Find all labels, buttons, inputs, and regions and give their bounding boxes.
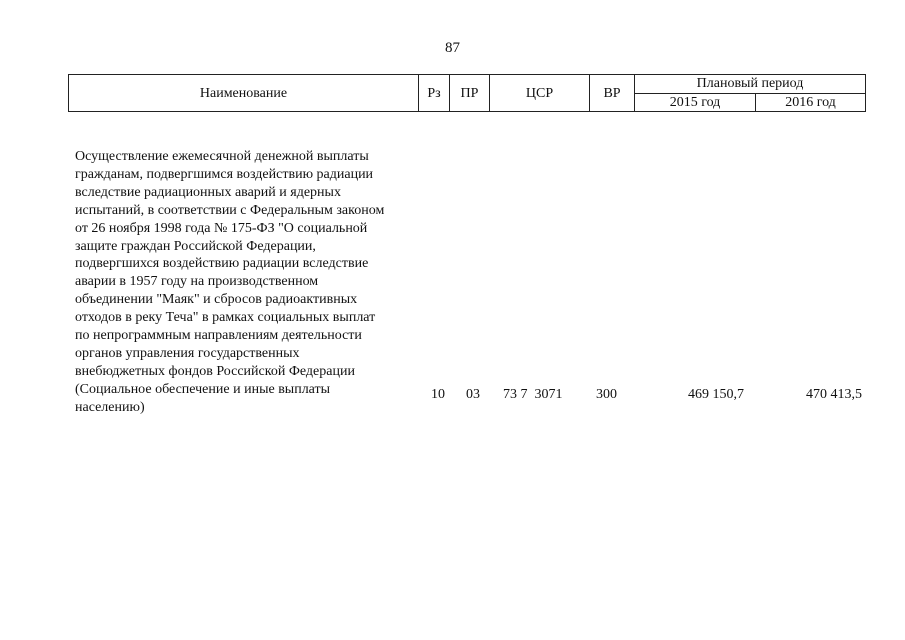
header-year-2015: 2015 год — [635, 94, 756, 112]
row-name-line: вследствие радиационных аварий и ядерных — [75, 184, 341, 200]
row-name-line: по непрограммным направлениям деятельности — [75, 328, 362, 344]
row-amount-2015: 469 150,7 — [688, 387, 744, 402]
row-amount-2016: 470 413,5 — [806, 387, 862, 402]
row-name-line: от 26 ноября 1998 года № 175-ФЗ "О социальной — [75, 220, 368, 236]
row-pr: 03 — [466, 387, 480, 402]
table-header — [68, 74, 866, 112]
header-planned-period: Плановый период — [635, 75, 866, 94]
page-number: 87 — [445, 40, 460, 56]
row-name-line: населению) — [75, 399, 145, 415]
row-name-line: отходов в реку Теча" в рамках социальных выплат — [75, 310, 376, 326]
row-name-line: объединении "Маяк" и сбросов радиоактивных — [75, 292, 358, 308]
row-name-line: защите граждан Российской Федерации, — [75, 238, 316, 254]
header-pr: ПР — [450, 75, 490, 112]
header-vr: ВР — [590, 75, 635, 112]
row-name-line: аварии в 1957 году на производственном — [75, 274, 319, 290]
row-name-line: гражданам, подвергшимся воздействию радиации — [75, 166, 374, 182]
row-name — [75, 148, 420, 417]
row-vr: 300 — [596, 387, 617, 402]
header-csr: ЦСР — [490, 75, 590, 112]
row-csr: 73 7 3071 — [503, 387, 563, 402]
row-name-line: органов управления государственных — [75, 345, 300, 361]
row-name-line: Осуществление ежемесячной денежной выплаты — [75, 149, 369, 164]
header-rz: Рз — [419, 75, 450, 112]
header-name: Наименование — [69, 75, 419, 112]
row-name-line: внебюджетных фондов Российской Федерации — [75, 363, 355, 379]
row-name-line: подвергшихся воздействию радиации вследствие — [75, 256, 369, 272]
header-year-2016: 2016 год — [756, 94, 866, 112]
row-rz: 10 — [431, 387, 445, 402]
row-name-line: испытаний, в соответствии с Федеральным законом — [75, 202, 385, 218]
row-name-line: (Социальное обеспечение и иные выплаты — [75, 381, 331, 397]
